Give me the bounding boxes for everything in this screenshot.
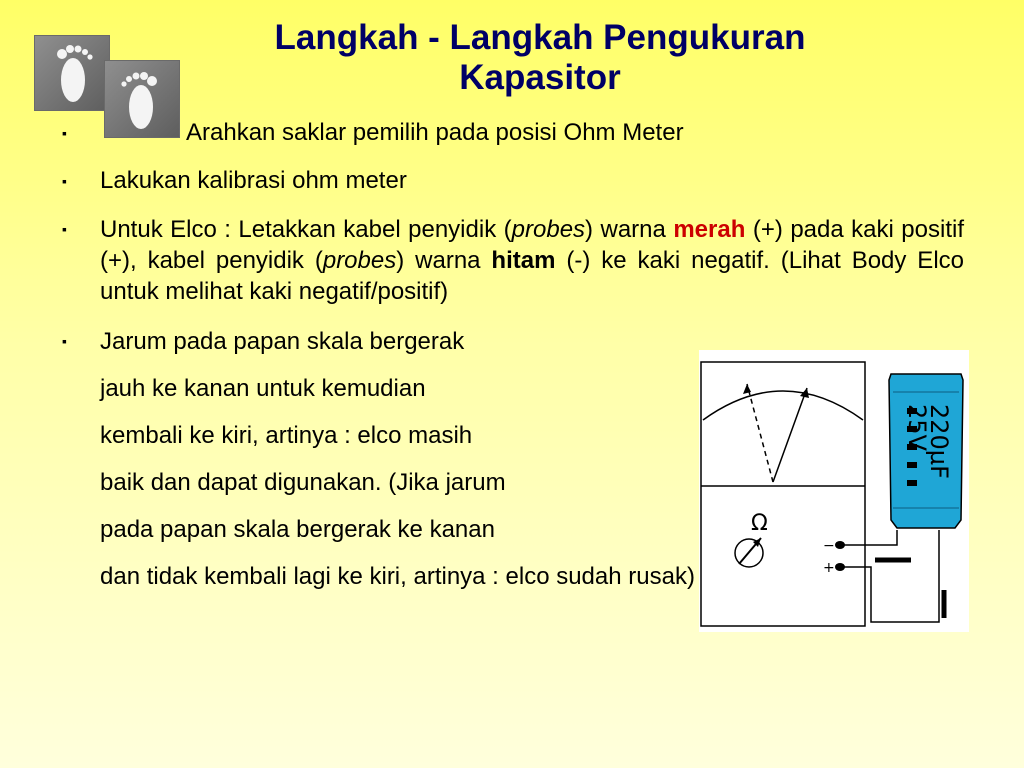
text-segment: (-) ke kaki negatif. (Lihat Body Elco untuk melihat kaki negatif/positif): [100, 247, 964, 305]
bullet-text: Lakukan kalibrasi ohm meter: [100, 167, 407, 194]
bullet-item: [62, 166, 964, 196]
bullet-item: [62, 214, 964, 307]
emphasis-hitam: hitam: [491, 247, 556, 274]
bullet-marker: ▪: [62, 173, 67, 189]
voltage-label: 25V: [903, 404, 931, 451]
bullet-continuation: baik dan dapat digunakan. (Jika jarum: [100, 469, 506, 496]
bullet-continuation: dan tidak kembali lagi ke kiri, artinya : elco sudah rusak): [100, 563, 695, 590]
bullet-text: Jarum pada papan skala bergerak: [100, 328, 465, 355]
slide-title: [190, 18, 890, 98]
bullet-text: [100, 216, 964, 305]
ohm-symbol: Ω: [751, 511, 768, 536]
bullet-text: Arahkan saklar pemilih pada posisi Ohm Meter: [186, 119, 684, 146]
title-line-1: Langkah - Langkah Pengukuran: [274, 18, 806, 57]
footprint-icon: [34, 35, 110, 111]
bullet-marker: ▪: [62, 221, 67, 237]
bullet-continuation: pada papan skala bergerak ke kanan: [100, 516, 495, 543]
terminal-minus-label: −: [823, 538, 835, 554]
text-segment: ) warna: [585, 216, 674, 243]
bullet-continuation: jauh ke kanan untuk kemudian: [100, 375, 426, 402]
bullet-continuation: kembali ke kiri, artinya : elco masih: [100, 422, 473, 449]
text-segment: Untuk Elco : Letakkan kabel penyidik (: [100, 216, 512, 243]
capacitance-label: 220µF: [925, 404, 953, 479]
text-segment: ) warna: [396, 247, 492, 274]
bullet-marker: ▪: [62, 333, 67, 349]
emphasis-merah: merah: [673, 216, 746, 243]
emphasis-probes: probes: [511, 216, 586, 243]
bullet-item: [62, 118, 964, 148]
emphasis-probes: probes: [322, 247, 397, 274]
bullet-marker: ▪: [62, 125, 67, 141]
ohmmeter-capacitor-diagram: [699, 350, 969, 632]
text-segment: (+) pada kaki positif (+), kabel penyidik (: [100, 216, 965, 274]
terminal-plus-label: +: [823, 560, 835, 576]
meter-body: [701, 362, 865, 626]
title-line-2: Kapasitor: [459, 58, 621, 97]
